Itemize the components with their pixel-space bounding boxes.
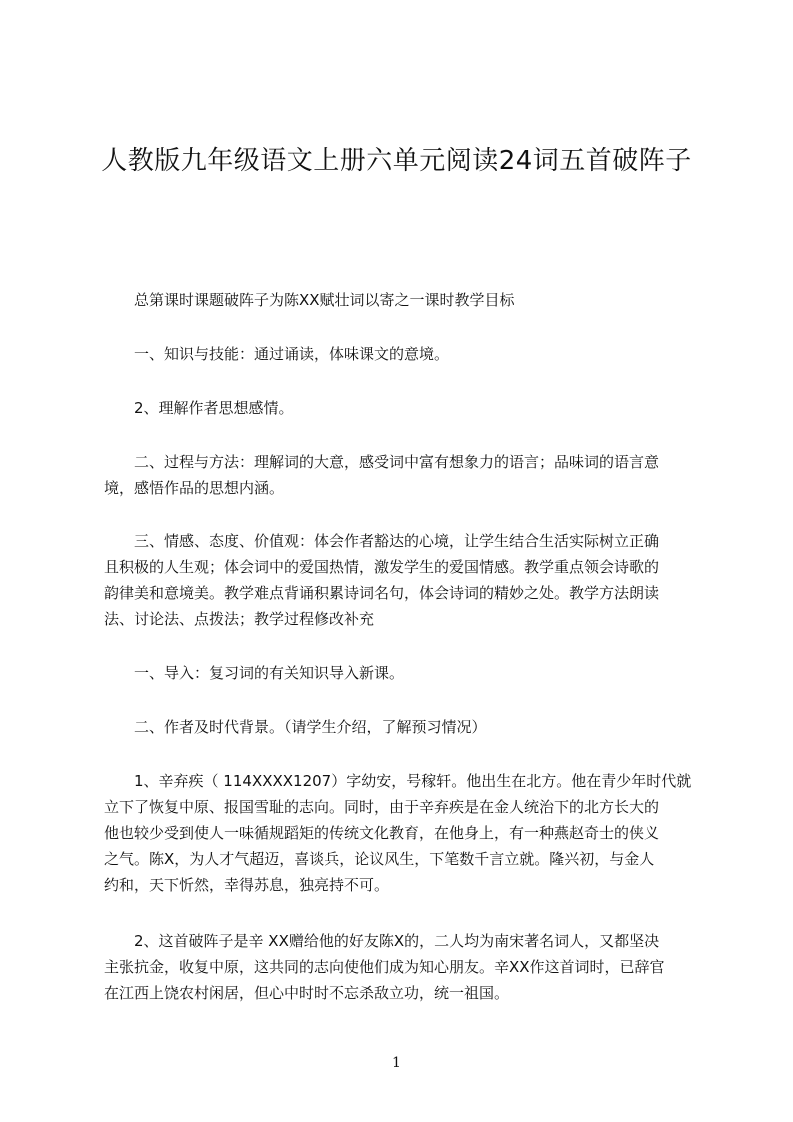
paragraph-objective-values	[104, 528, 700, 632]
paragraph-objective-process	[104, 449, 700, 501]
text-line: 在江西上饶农村闲居，但心中时时不忘杀敌立功，统一祖国。	[104, 984, 510, 1002]
paragraph-xin-qiji	[104, 768, 700, 898]
text-line: 三、情感、态度、价值观：体会作者豁达的心境，让学生结合生活实际树立正确	[134, 532, 660, 550]
text-line: 立下了恢复中原、报国雪耻的志向。同时，由于辛弃疾是在金人统治下的北方长大的	[104, 798, 660, 816]
text-line: 且积极的人生观；体会词中的爱国热情，激发学生的爱国情感。教学重点领会诗歌的	[104, 558, 660, 576]
text-line: 2、理解作者思想感情。	[134, 399, 294, 417]
text-line: 境，感悟作品的思想内涵。	[104, 479, 285, 497]
text-line: 之气。陈X，为人才气超迈，喜谈兵，论议风生，下笔数千言立就。隆兴初，与金人	[104, 850, 655, 868]
text-line: 总第课时课题破阵子为陈XX赋壮词以寄之一课时教学目标	[134, 291, 515, 309]
text-line: 约和，天下忻然，幸得苏息，独亮持不可。	[104, 876, 390, 894]
document-title: 人教版九年级语文上册六单元阅读24词五首破阵子	[101, 146, 692, 176]
paragraph-poem-context	[104, 928, 700, 1006]
paragraph-introduction	[104, 660, 700, 686]
text-line: 1、辛弃疾（ 114XXXX1207）字幼安，号稼轩。他出生在北方。他在青少年时代就	[134, 772, 692, 790]
text-line: 韵律美和意境美。教学难点背诵积累诗词名句，体会诗词的精妙之处。教学方法朗读	[104, 584, 660, 602]
text-line: 他也较少受到使人一味循规蹈矩的传统文化教育，在他身上，有一种燕赵奇士的侠义	[104, 824, 660, 842]
text-line: 二、过程与方法：理解词的大意，感受词中富有想象力的语言；品味词的语言意	[134, 453, 660, 471]
text-line: 主张抗金，收复中原，这共同的志向使他们成为知心朋友。辛XX作这首词时，已辞官	[104, 958, 665, 976]
text-line: 2、这首破阵子是辛 XX赠给他的好友陈X的，二人均为南宋著名词人，又都坚决	[134, 932, 660, 950]
text-line: 一、导入：复习词的有关知识导入新课。	[134, 664, 405, 682]
text-line: 一、知识与技能：通过诵读，体味课文的意境。	[134, 345, 450, 363]
page-number: 1	[392, 1055, 401, 1071]
paragraph-lesson-header	[104, 287, 700, 313]
paragraph-author-background	[104, 714, 700, 740]
paragraph-objective-feelings	[104, 395, 700, 421]
paragraph-objective-knowledge	[104, 341, 700, 367]
text-line: 法、讨论法、点拨法；教学过程修改补充	[104, 610, 375, 628]
text-line: 二、作者及时代背景。（请学生介绍，了解预习情况）	[134, 718, 487, 736]
